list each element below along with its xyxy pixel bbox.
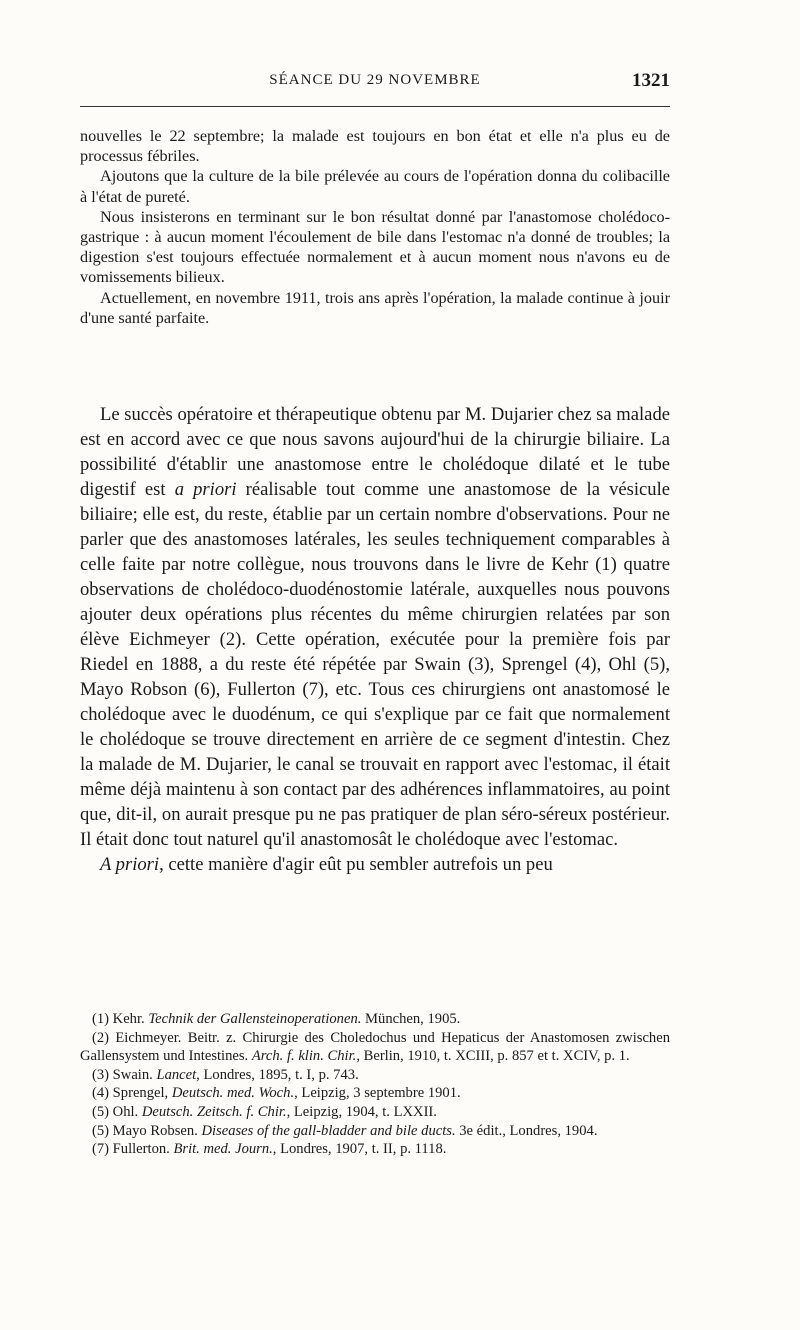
footnote-text: München, 1905. — [361, 1011, 461, 1027]
paragraph: Nous insisterons en terminant sur le bon résultat donné par l'anastomose cholédoco-gastrique : à aucun moment l'écoulement de bile dans l'estomac n'a donné de troubles; la digestion s'est toujours effectuée normalement et à aucun moment nous n'avons eu de vomissements bilieux. — [80, 207, 670, 287]
footnote-title: Technik der Gallensteinoperationen. — [148, 1011, 362, 1027]
footnotes — [80, 1010, 670, 1159]
paragraph: Actuellement, en novembre 1911, trois ans après l'opération, la malade continue à jouir d'une santé parfaite. — [80, 288, 670, 327]
footnote-text: , Berlin, 1910, t. XCIII, p. 857 et t. XCIV, p. 1. — [356, 1048, 630, 1065]
footnote — [80, 1103, 670, 1122]
footnote-text: Londres, 1895, t. I, p. 743. — [199, 1066, 359, 1083]
paragraph: Ajoutons que la culture de la bile prélevée au cours de l'opération donna du colibacille à l'état de pureté. — [80, 167, 670, 206]
footnote — [80, 1029, 670, 1066]
footnote-title: Deutsch. med. Woch. — [171, 1085, 295, 1102]
text-run: , cette manière d'agir eût pu sembler autrefois un peu — [159, 854, 553, 875]
footnote-text: (5) Ohl. — [92, 1103, 142, 1120]
footnote-text: (2) Eichmeyer. Beitr. z. Chirurgie des Choledochus und Hepaticus der Anastomosen zwischen Gallensystem und Intestines. — [80, 1029, 670, 1065]
footnote-text: , Londres, 1907, t. II, p. 1118. — [272, 1141, 447, 1158]
footnote — [80, 1122, 670, 1141]
paragraph — [80, 402, 670, 852]
paragraph — [80, 852, 670, 877]
commentary — [80, 402, 670, 877]
paragraph: nouvelles le 22 septembre; la malade est toujours en bon état et elle n'a plus eu de processus fébriles. — [80, 127, 670, 166]
footnote-text: (1) Kehr. — [92, 1011, 149, 1027]
footnote-text: , Leipzig, 1904, t. LXXII. — [286, 1103, 437, 1120]
footnote-text: (7) Fullerton. — [92, 1141, 174, 1158]
footnote-text: (5) Mayo Robsen. — [92, 1122, 202, 1139]
footnote — [80, 1084, 670, 1103]
case-report — [80, 126, 670, 328]
text-run: réalisable tout comme une anastomose de la vésicule biliaire; elle est, du reste, établie par un certain nombre d'observations. Pour ne parler que des anastomoses latérales, les seules techniquement comparables à celle faite par notre collègue, nous trouvons dans le livre de Kehr (1) quatre observations de cholédoco-duodénostomie latérale, auxquelles nous pouvons ajouter deux opérations plus récentes du même chirurgien relatées par son élève Eichmeyer (2). Cette opération, exécutée pour la première fois par Riedel en 1888, a du reste été répétée par Swain (3), Sprengel (4), Ohl (5), Mayo Robson (6), Fullerton (7), etc. Tous ces chirurgiens ont anastomosé le cholédoque avec le duodénum, ce qui s'explique par ce fait que normalement le cholédoque se trouve directement en arrière de ce segment d'intestin. Chez la malade de M. Dujarier, le canal se trouvait en rapport avec l'estomac, il était même déjà maintenu à son contact par des adhérences inflammatoires, au point que, dit-il, on aurait presque pu ne pas pratiquer de plan séro-séreux postérieur. Il était donc tout naturel qu'il anastomosât le cholédoque avec l'estomac. — [80, 479, 671, 850]
footnote-title: Diseases of the gall-bladder and bile ducts. — [201, 1122, 456, 1139]
footnote-title: Deutsch. Zeitsch. f. Chir. — [141, 1103, 287, 1120]
footnote — [80, 1140, 670, 1159]
footnote-text: (3) Swain. — [92, 1066, 157, 1083]
header-rule — [80, 106, 670, 107]
footnote-text: , Leipzig, 3 septembre 1901. — [294, 1085, 461, 1102]
footnote-title: Arch. f. klin. Chir. — [251, 1048, 357, 1065]
footnote-title: Brit. med. Journ. — [173, 1141, 273, 1158]
page-number: 1321 — [632, 70, 670, 91]
page-header — [80, 72, 670, 96]
footnote — [80, 1010, 670, 1029]
italic-text: A priori — [100, 854, 160, 875]
italic-text: a priori — [174, 479, 237, 500]
footnote-text: (4) Sprengel, — [92, 1085, 172, 1102]
footnote — [80, 1066, 670, 1085]
footnote-title: Lancet, — [156, 1066, 200, 1083]
text-run: Le succès opératoire et thérapeutique obtenu par M. Dujarier chez sa malade est en accord avec ce que nous savons aujourd'hui de la chirurgie biliaire. La possibilité d'établir une anastomose entre le cholédoque dilaté et le tube digestif est — [80, 404, 670, 500]
running-title: SÉANCE DU 29 NOVEMBRE — [269, 72, 481, 88]
footnote-text: 3e édit., Londres, 1904. — [455, 1122, 598, 1139]
